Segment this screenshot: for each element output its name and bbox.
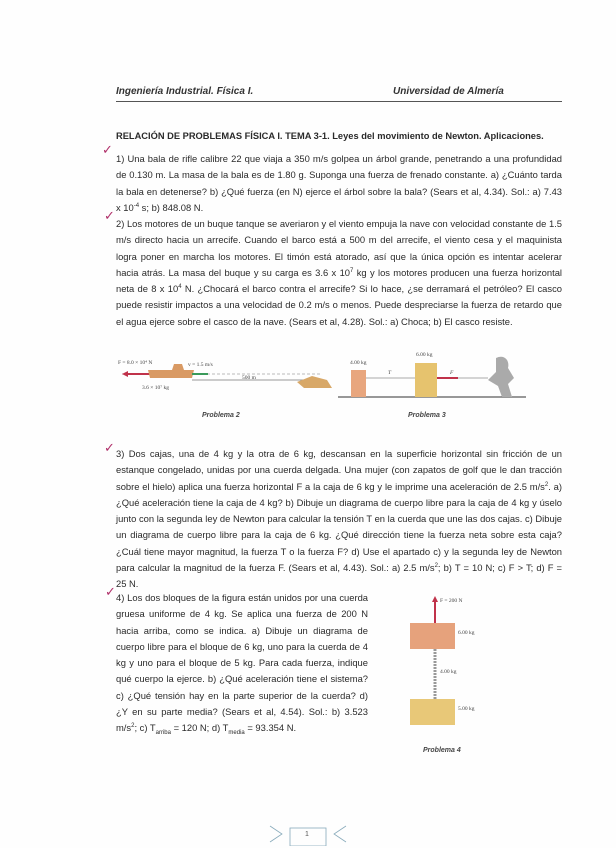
- reef: [297, 376, 332, 388]
- mass-label: 3.6 × 10⁷ kg: [142, 385, 170, 391]
- block-5kg: [410, 699, 455, 725]
- mass-6kg-label: 6.00 kg: [416, 352, 433, 358]
- problem-4: 4) Los dos bloques de la figura están unidos por una cuerda gruesa uniforme de 4 kg. Se aplica una fuerza de 200 N hacia arriba, como se indica. a) Dibuje un diagrama de cuerpo libre para el bloque de 6 kg, uno para la cuerda de 4 kg y uno para el bloque de 5 kg. Para cada fuerza, indique qué cuerpo la ejerce. b) ¿Qué aceleración tiene el sistema? c) ¿Qué tensión hay en la parte superior de la cuerda? d) ¿Y en su parte media? (Sears et al, 4.54). Sol.: b) 3.523 $m/s^2$; c) $T_{arriba} = 120$ N; d) $T_{media} = 93.354$ N.: [116, 592, 368, 737]
- check-mark-icon: ✓: [102, 142, 113, 157]
- figure-problem-3: [338, 350, 528, 402]
- header-university: Universidad de Almería: [393, 86, 504, 97]
- header-course: Ingeniería Industrial. Física I.: [116, 86, 254, 97]
- tension-label: T: [388, 370, 392, 376]
- check-mark-icon: ✓: [105, 584, 116, 599]
- rope-mass-label: 4.00 kg: [440, 669, 457, 675]
- figure-2-caption: Problema 2: [202, 412, 240, 419]
- check-mark-icon: ✓: [104, 440, 115, 455]
- velocity-label: v = 1.5 m/s: [188, 362, 213, 368]
- page-number: 1: [305, 831, 309, 838]
- box-6kg: [415, 363, 437, 397]
- header-rule: [116, 101, 562, 102]
- problem-1: 1) Una bala de rifle calibre 22 que viaja a 350 m/s golpea un árbol grande, penetrando a una profundidad de 0.130 m. La masa de la bala es de 1.80 g. Suponga una fuerza de frenado constante. a) ¿Cuánto tarda la bala en detenerse? b) ¿Qué fuerza (en N) ejerce el árbol sobre la bala? (Sears et al, 4.34). Sol.: a) 7.43 x $10^{-4}$ s; b) 848.08 N.: [116, 153, 562, 213]
- problem-2: 2) Los motores de un buque tanque se averiaron y el viento empuja la nave con velocidad constante de 1.5 m/s directo hacia un arrecife. Cuando el barco está a 500 m del arrecife, el viento cesa y el maquinista logra poner en marcha los motores. El timón está atorado, así que la única opción es intentar acelerar hacia atrás. La masa del buque y su carga es 3.6 x $10^7$ kg y los motores producen una fuerza horizontal neta de 8 x $10^4$ N. ¿Chocará el barco contra el arrecife? Si lo hace, ¿se derramará el petróleo? El casco puede resistir impactos a una velocidad de 0.2 m/s o menos. Puede despreciarse la fuerza de retardo que el agua ejerce sobre el casco de la nave. (Sears et al, 4.28). Sol.: a) Choca; b) El casco resiste.: [116, 218, 562, 327]
- page-title: RELACIÓN DE PROBLEMAS FÍSICA I. TEMA 3-1. Leyes del movimiento de Newton. Aplicaciones.: [116, 131, 544, 141]
- force-label: F = 200 N: [440, 598, 463, 604]
- mass-4kg-label: 4.00 kg: [350, 360, 367, 366]
- figure-problem-4: [410, 596, 510, 746]
- woman-figure: [488, 357, 514, 397]
- block-6kg: [410, 623, 455, 649]
- figure-4-caption: Problema 4: [423, 747, 461, 754]
- box-4kg: [351, 370, 366, 397]
- figure-problem-2: [118, 352, 342, 402]
- mass-6kg-label: 6.00 kg: [458, 630, 475, 636]
- distance-label: 500 m: [242, 375, 256, 381]
- force-label: F = 8.0 × 10⁴ N: [118, 360, 153, 366]
- check-mark-icon: ✓: [104, 208, 115, 223]
- force-label: F: [450, 370, 454, 376]
- figure-3-caption: Problema 3: [408, 412, 446, 419]
- tanker-diagram: [122, 352, 342, 402]
- page-number-badge: [258, 822, 358, 846]
- hanging-blocks-diagram: [410, 596, 510, 746]
- mass-5kg-label: 5.00 kg: [458, 706, 475, 712]
- boxes-diagram: [338, 350, 528, 402]
- problem-3: 3) Dos cajas, una de 4 kg y la otra de 6 kg, descansan en la superficie horizontal sin fricción de un estanque congelado, unidas por una cuerda delgada. Una mujer (con zapatos de golf que le dan tracción sobre el hielo) aplica una fuerza horizontal F a la caja de 6 kg y le imprime una aceleración de 2.5 $m/s^2$. a) ¿Qué aceleración tiene la caja de 4 kg? b) Dibuje un diagrama de cuerpo libre para la caja de 4 kg y úselo junto con la segunda ley de Newton para calcular la tensión T en la cuerda que une las dos cajas. c) Dibuje un diagrama de cuerpo libre para la caja de 6 kg. ¿Qué dirección tiene la fuerza neta sobre esta caja? ¿Cuál tiene mayor magnitud, la fuerza T o la fuerza F? d) Use el apartado c) y la segunda ley de Newton para calcular la magnitud de la fuerza F. (Sears et al, 4.43). Sol.: a) 2.5 $m/s^2$; b) T = 10 N; c) F > T; d) F = 25 N.: [116, 448, 562, 590]
